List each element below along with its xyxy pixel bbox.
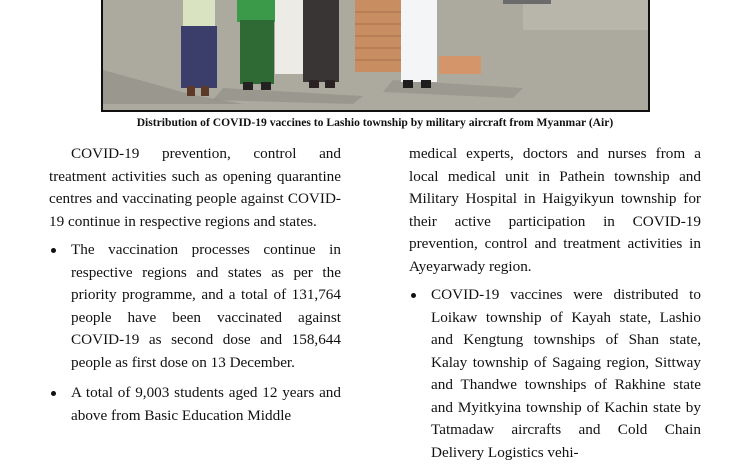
vaccine-distribution-photo (103, 0, 650, 112)
news-photo (101, 0, 650, 112)
continuation-paragraph: medical experts, doctors and nurses from a local medical unit in Pathein township and Military Hospital in Haigyikyun township for their active participation in COVID-19 prevention, control and treatment activities in Ayeyarwady region. (409, 145, 701, 275)
list-item (49, 382, 341, 427)
bullet-icon (51, 248, 56, 253)
list-item (409, 284, 701, 464)
bullet-icon (411, 293, 416, 298)
list-item (49, 239, 341, 374)
photo-caption: Distribution of COVID-19 vaccines to Lashio township by military aircraft from Myanmar (Air) (136, 116, 614, 129)
list-item-text: A total of 9,003 students aged 12 years and above from Basic Education Middle (71, 384, 341, 424)
right-bullet-list (409, 284, 701, 464)
bullet-icon (51, 391, 56, 396)
right-column (409, 143, 701, 472)
list-item-text: The vaccination processes continue in respective regions and states as per the priority programme, and a total of 131,764 people have been vaccinated against COVID-19 as second dose and 158,644 people as first dose on 13 December. (71, 241, 341, 371)
intro-paragraph: COVID-19 prevention, control and treatment activities such as opening quarantine centres and vaccinating people against COVID-19 continue in respective regions and states. (49, 145, 341, 230)
left-column (49, 143, 341, 435)
left-bullet-list (49, 239, 341, 427)
list-item-text: COVID-19 vaccines were distributed to Loikaw township of Kayah state, Lashio and Kengtung townships of Shan state, Kalay township of Sagaing region, Sittway and Thandwe townships of Rakhine state and Myitkyina township of Kachin state by Tatmadaw aircrafts and Cold Chain Delivery Logistics vehi- (431, 286, 701, 461)
